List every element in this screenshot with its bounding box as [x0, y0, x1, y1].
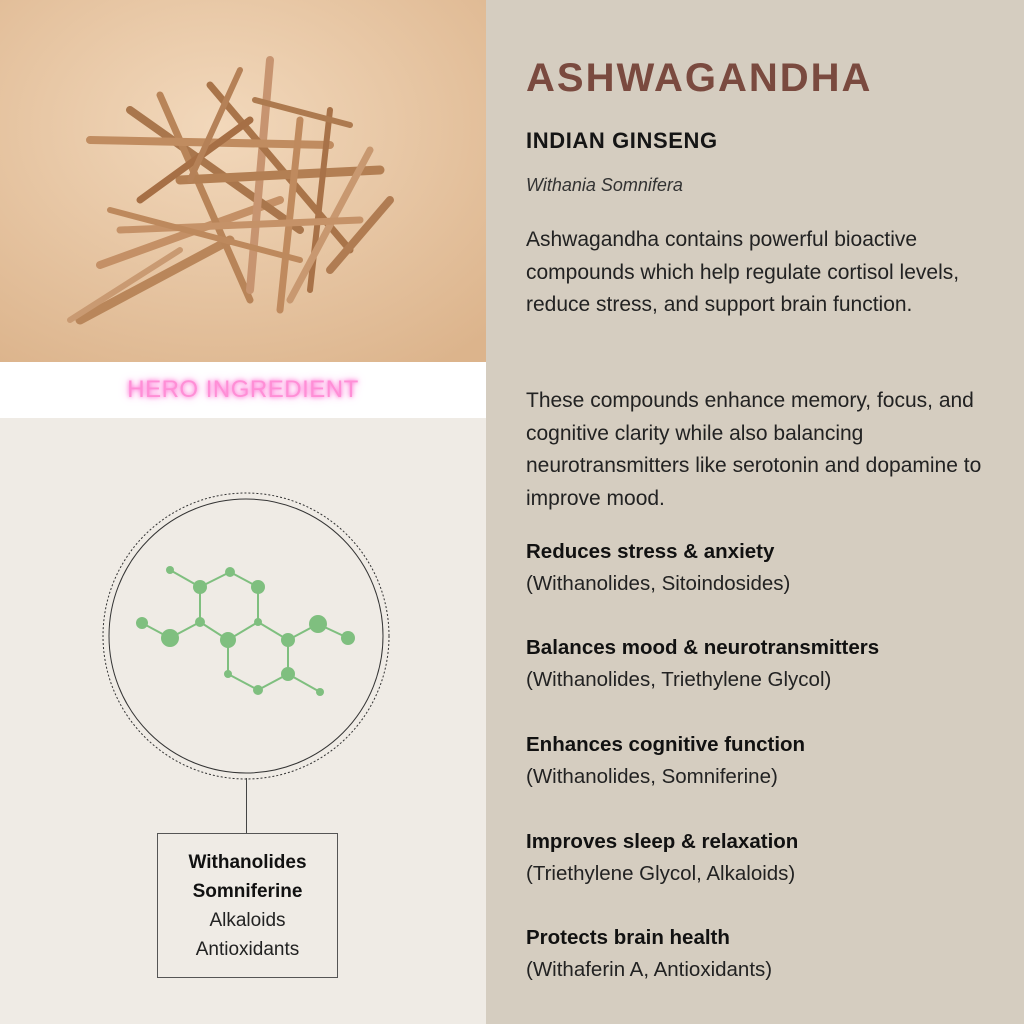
- benefit-item: [526, 922, 1006, 986]
- molecule-structure-icon: [100, 490, 392, 782]
- benefit-sources: (Withanolides, Somniferine): [526, 765, 778, 788]
- connector-line: [246, 778, 247, 834]
- compound-list-box: [157, 833, 338, 978]
- benefit-item: [526, 632, 1006, 696]
- page-title: ASHWAGANDHA: [526, 56, 873, 100]
- hero-ingredient-band: [0, 362, 486, 418]
- benefit-item: [526, 536, 1006, 600]
- compound-item: Somniferine: [192, 880, 303, 902]
- description-paragraph: Ashwagandha contains powerful bioactive compounds which help regulate cortisol levels, reduce stress, and support brain function.: [526, 228, 960, 316]
- page-subtitle: INDIAN GINSENG: [526, 128, 718, 153]
- benefit-sources: (Withanolides, Triethylene Glycol): [526, 668, 832, 691]
- hero-ingredient-label: HERO INGREDIENT: [127, 376, 359, 403]
- benefit-heading: Enhances cognitive function: [526, 733, 806, 756]
- benefit-heading: Improves sleep & relaxation: [526, 830, 799, 853]
- compound-item: Antioxidants: [195, 938, 300, 960]
- compound-item: Alkaloids: [209, 909, 286, 931]
- benefit-sources: (Triethylene Glycol, Alkaloids): [526, 862, 796, 885]
- benefit-sources: (Withaferin A, Antioxidants): [526, 958, 773, 981]
- benefit-sources: (Withanolides, Sitoindosides): [526, 572, 791, 595]
- benefit-heading: Balances mood & neurotransmitters: [526, 636, 880, 659]
- benefit-heading: Reduces stress & anxiety: [526, 540, 775, 563]
- latin-name: Withania Somnifera: [526, 175, 683, 195]
- benefit-heading: Protects brain health: [526, 926, 730, 949]
- compound-item: Withanolides: [188, 851, 307, 873]
- description-paragraph: These compounds enhance memory, focus, and cognitive clarity while also balancing neurotransmitters like serotonin and dopamine to improve mood.: [526, 389, 982, 510]
- benefit-item: [526, 826, 1006, 890]
- benefit-item: [526, 729, 1006, 793]
- ashwagandha-roots-photo: [0, 0, 486, 362]
